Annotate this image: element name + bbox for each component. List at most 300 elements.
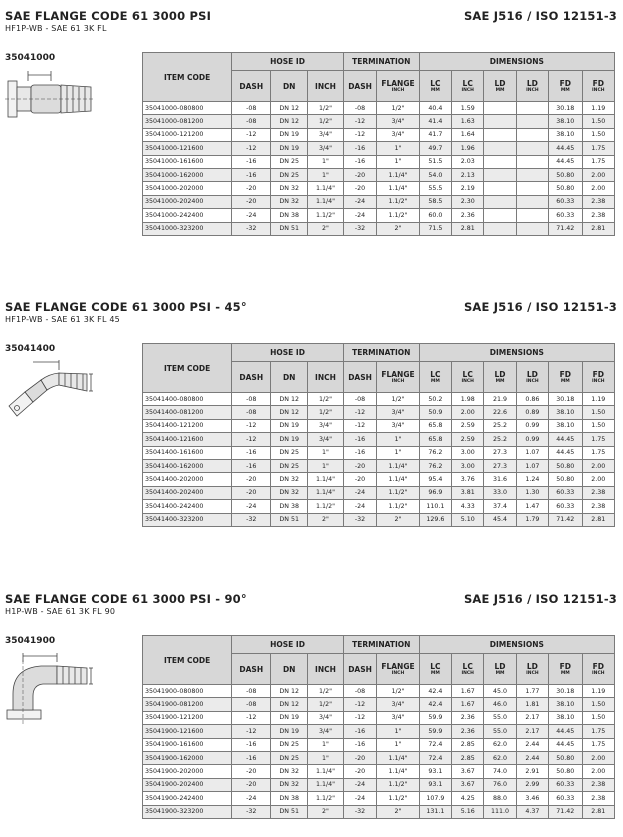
cell-flange: 2": [377, 513, 419, 526]
cell-item-code: 35041400-121600: [143, 433, 232, 446]
cell-ld-inch: 3.46: [516, 792, 548, 805]
cell-ld-inch: [516, 182, 548, 195]
cell-ld-inch: 1.07: [516, 459, 548, 472]
cell-lc-mm: 51.5: [419, 155, 451, 168]
cell-ld-mm: 46.0: [484, 698, 516, 711]
cell-hose-dash: -08: [232, 685, 271, 698]
header-termination: TERMINATION: [343, 636, 419, 654]
header-flange: FLANGE INCH: [377, 654, 419, 685]
cell-flange: 1": [377, 446, 419, 459]
cell-ld-inch: 0.86: [516, 393, 548, 406]
cell-ld-mm: [484, 142, 516, 155]
cell-lc-inch: 2.36: [452, 711, 484, 724]
cell-flange: 1.1/2": [377, 792, 419, 805]
cell-hose-inch: 1/2": [308, 685, 344, 698]
header-dimensions: DIMENSIONS: [419, 53, 614, 71]
section-title: SAE FLANGE CODE 61 3000 PSI - 45°: [5, 300, 247, 314]
cell-lc-mm: 65.8: [419, 419, 451, 432]
cell-lc-mm: 131.1: [419, 805, 451, 818]
cell-fd-inch: 1.50: [582, 115, 614, 128]
header-fd-mm: FD MM: [549, 654, 582, 685]
table-row: [143, 698, 615, 711]
cell-fd-inch: 2.38: [582, 195, 614, 208]
cell-fd-inch: 1.50: [582, 698, 614, 711]
header-lc-mm: LC MM: [419, 654, 451, 685]
cell-term-dash: -16: [343, 142, 376, 155]
cell-fd-inch: 2.81: [582, 805, 614, 818]
cell-hose-dn: DN 32: [271, 778, 308, 791]
cell-flange: 2": [377, 222, 419, 235]
table-row: [143, 419, 615, 432]
cell-ld-inch: 0.99: [516, 419, 548, 432]
cell-lc-inch: 3.00: [452, 459, 484, 472]
straight-fitting-drawing: [3, 67, 98, 127]
cell-hose-dash: -08: [232, 406, 271, 419]
cell-hose-dash: -20: [232, 195, 271, 208]
cell-hose-dn: DN 12: [271, 102, 308, 115]
cell-hose-dash: -20: [232, 778, 271, 791]
cell-term-dash: -20: [343, 168, 376, 181]
cell-flange: 3/4": [377, 711, 419, 724]
item-code-label: 35041400: [5, 344, 56, 354]
header-dimensions: DIMENSIONS: [419, 636, 614, 654]
table-row: [143, 209, 615, 222]
cell-item-code: 35041000-161600: [143, 155, 232, 168]
cell-hose-dn: DN 12: [271, 115, 308, 128]
cell-flange: 1/2": [377, 102, 419, 115]
header-hose-id: HOSE ID: [232, 344, 344, 362]
cell-hose-dash: -24: [232, 792, 271, 805]
item-code-label: 35041000: [5, 53, 56, 63]
cell-fd-mm: 44.45: [549, 142, 582, 155]
cell-hose-inch: 1.1/2": [308, 209, 344, 222]
cell-ld-mm: 31.6: [484, 473, 516, 486]
cell-hose-inch: 1.1/2": [308, 792, 344, 805]
cell-lc-mm: 95.4: [419, 473, 451, 486]
cell-lc-inch: 1.96: [452, 142, 484, 155]
cell-ld-inch: 1.47: [516, 500, 548, 513]
spec-table-45: [142, 343, 615, 527]
cell-fd-mm: 60.33: [549, 195, 582, 208]
cell-hose-dn: DN 32: [271, 182, 308, 195]
cell-fd-mm: 44.45: [549, 725, 582, 738]
table-row: [143, 195, 615, 208]
cell-fd-mm: 30.18: [549, 685, 582, 698]
cell-term-dash: -12: [343, 698, 376, 711]
cell-lc-mm: 107.9: [419, 792, 451, 805]
cell-lc-inch: 4.25: [452, 792, 484, 805]
cell-lc-mm: 76.2: [419, 446, 451, 459]
cell-lc-inch: 1.67: [452, 698, 484, 711]
cell-hose-dash: -08: [232, 393, 271, 406]
cell-item-code: 35041000-081200: [143, 115, 232, 128]
cell-ld-mm: 33.0: [484, 486, 516, 499]
cell-ld-inch: 2.17: [516, 725, 548, 738]
cell-lc-inch: 2.00: [452, 406, 484, 419]
section-title: SAE FLANGE CODE 61 3000 PSI - 90°: [5, 592, 247, 606]
cell-hose-dash: -08: [232, 102, 271, 115]
cell-lc-mm: 42.4: [419, 698, 451, 711]
cell-term-dash: -12: [343, 406, 376, 419]
cell-hose-dn: DN 51: [271, 513, 308, 526]
cell-lc-inch: 2.59: [452, 433, 484, 446]
cell-ld-mm: 27.3: [484, 446, 516, 459]
table-row: [143, 765, 615, 778]
cell-lc-inch: 4.33: [452, 500, 484, 513]
cell-hose-inch: 3/4": [308, 128, 344, 141]
cell-term-dash: -16: [343, 155, 376, 168]
cell-fd-inch: 2.38: [582, 778, 614, 791]
cell-flange: 2": [377, 805, 419, 818]
cell-ld-mm: [484, 182, 516, 195]
cell-lc-mm: 72.4: [419, 738, 451, 751]
cell-fd-mm: 60.33: [549, 792, 582, 805]
cell-flange: 1.1/4": [377, 473, 419, 486]
cell-fd-inch: 1.19: [582, 393, 614, 406]
cell-hose-inch: 3/4": [308, 142, 344, 155]
cell-lc-inch: 2.36: [452, 209, 484, 222]
cell-ld-inch: 1.81: [516, 698, 548, 711]
cell-item-code: 35041400-323200: [143, 513, 232, 526]
cell-term-dash: -32: [343, 513, 376, 526]
cell-hose-inch: 1": [308, 459, 344, 472]
cell-term-dash: -16: [343, 725, 376, 738]
cell-item-code: 35041400-121200: [143, 419, 232, 432]
cell-hose-dn: DN 32: [271, 486, 308, 499]
item-code-label: 35041900: [5, 636, 56, 646]
cell-ld-mm: [484, 222, 516, 235]
cell-flange: 3/4": [377, 128, 419, 141]
cell-hose-inch: 2": [308, 805, 344, 818]
cell-fd-inch: 1.50: [582, 711, 614, 724]
cell-flange: 3/4": [377, 419, 419, 432]
cell-fd-mm: 50.80: [549, 473, 582, 486]
header-term-dash: DASH: [343, 362, 376, 393]
cell-lc-inch: 2.30: [452, 195, 484, 208]
cell-lc-inch: 3.67: [452, 765, 484, 778]
90-degree-fitting-drawing: [3, 650, 98, 730]
header-term-dash: DASH: [343, 71, 376, 102]
cell-lc-inch: 2.81: [452, 222, 484, 235]
cell-ld-inch: 1.07: [516, 446, 548, 459]
table-row: [143, 751, 615, 764]
cell-fd-inch: 2.00: [582, 473, 614, 486]
cell-lc-inch: 1.63: [452, 115, 484, 128]
section-subtitle: HF1P-WB - SAE 61 3K FL: [5, 24, 107, 33]
cell-item-code: 35041400-202400: [143, 486, 232, 499]
cell-hose-dn: DN 25: [271, 168, 308, 181]
cell-fd-mm: 50.80: [549, 765, 582, 778]
table-row: [143, 446, 615, 459]
cell-fd-inch: 2.81: [582, 513, 614, 526]
header-fd-inch: FD INCH: [582, 654, 614, 685]
cell-lc-mm: 54.0: [419, 168, 451, 181]
cell-flange: 1.1/4": [377, 765, 419, 778]
table-row: [143, 102, 615, 115]
table-row: [143, 486, 615, 499]
cell-term-dash: -24: [343, 792, 376, 805]
header-ld-inch: LD INCH: [516, 71, 548, 102]
cell-term-dash: -16: [343, 433, 376, 446]
cell-hose-dash: -12: [232, 725, 271, 738]
cell-lc-mm: 60.0: [419, 209, 451, 222]
cell-ld-mm: 88.0: [484, 792, 516, 805]
header-item-code: ITEM CODE: [143, 53, 232, 102]
cell-term-dash: -24: [343, 500, 376, 513]
cell-hose-dash: -16: [232, 459, 271, 472]
cell-term-dash: -20: [343, 765, 376, 778]
cell-lc-mm: 96.9: [419, 486, 451, 499]
cell-flange: 1.1/2": [377, 778, 419, 791]
cell-hose-inch: 3/4": [308, 711, 344, 724]
header-fd-mm: FD MM: [549, 362, 582, 393]
table-row: [143, 128, 615, 141]
cell-lc-inch: 2.85: [452, 751, 484, 764]
cell-term-dash: -24: [343, 195, 376, 208]
cell-ld-mm: 25.2: [484, 433, 516, 446]
table-row: [143, 168, 615, 181]
section-standard: SAE J516 / ISO 12151-3: [463, 9, 617, 23]
cell-fd-mm: 60.33: [549, 486, 582, 499]
cell-term-dash: -16: [343, 446, 376, 459]
cell-hose-inch: 1.1/4": [308, 765, 344, 778]
cell-fd-inch: 2.38: [582, 500, 614, 513]
cell-hose-dn: DN 51: [271, 805, 308, 818]
header-dn: DN: [271, 654, 308, 685]
cell-hose-dash: -12: [232, 128, 271, 141]
header-term-dash: DASH: [343, 654, 376, 685]
cell-flange: 1/2": [377, 393, 419, 406]
cell-term-dash: -12: [343, 711, 376, 724]
cell-flange: 1": [377, 433, 419, 446]
cell-fd-mm: 38.10: [549, 128, 582, 141]
cell-item-code: 35041000-162000: [143, 168, 232, 181]
cell-fd-inch: 2.38: [582, 486, 614, 499]
header-flange: FLANGE INCH: [377, 71, 419, 102]
cell-ld-mm: [484, 128, 516, 141]
cell-fd-mm: 38.10: [549, 406, 582, 419]
table-row: [143, 500, 615, 513]
section-title: SAE FLANGE CODE 61 3000 PSI: [5, 9, 212, 23]
cell-hose-inch: 1.1/4": [308, 778, 344, 791]
cell-ld-inch: 1.30: [516, 486, 548, 499]
cell-ld-inch: 2.44: [516, 738, 548, 751]
header-flange: FLANGE INCH: [377, 362, 419, 393]
cell-lc-mm: 59.9: [419, 725, 451, 738]
cell-item-code: 35041000-202000: [143, 182, 232, 195]
header-ld-inch: LD INCH: [516, 654, 548, 685]
cell-item-code: 35041000-323200: [143, 222, 232, 235]
section-straight: [0, 9, 623, 261]
cell-fd-inch: 2.00: [582, 751, 614, 764]
cell-fd-mm: 60.33: [549, 209, 582, 222]
cell-flange: 1": [377, 142, 419, 155]
cell-ld-inch: [516, 102, 548, 115]
cell-hose-dn: DN 19: [271, 725, 308, 738]
cell-flange: 1": [377, 155, 419, 168]
cell-ld-mm: 25.2: [484, 419, 516, 432]
cell-lc-mm: 59.9: [419, 711, 451, 724]
cell-ld-inch: 1.79: [516, 513, 548, 526]
cell-flange: 1.1/2": [377, 486, 419, 499]
cell-ld-mm: 37.4: [484, 500, 516, 513]
cell-ld-inch: [516, 155, 548, 168]
cell-fd-mm: 30.18: [549, 393, 582, 406]
cell-ld-mm: 45.4: [484, 513, 516, 526]
header-hose-id: HOSE ID: [232, 53, 344, 71]
header-termination: TERMINATION: [343, 344, 419, 362]
cell-lc-inch: 1.64: [452, 128, 484, 141]
cell-ld-inch: 1.24: [516, 473, 548, 486]
cell-term-dash: -12: [343, 115, 376, 128]
cell-hose-dn: DN 12: [271, 698, 308, 711]
cell-hose-inch: 1.1/4": [308, 486, 344, 499]
cell-hose-dn: DN 25: [271, 459, 308, 472]
cell-hose-dn: DN 25: [271, 751, 308, 764]
cell-item-code: 35041900-161600: [143, 738, 232, 751]
cell-hose-dn: DN 19: [271, 419, 308, 432]
cell-hose-dn: DN 32: [271, 195, 308, 208]
cell-item-code: 35041000-121600: [143, 142, 232, 155]
cell-ld-inch: [516, 115, 548, 128]
cell-ld-mm: [484, 209, 516, 222]
header-lc-mm: LC MM: [419, 362, 451, 393]
header-dash: DASH: [232, 71, 271, 102]
cell-lc-inch: 2.85: [452, 738, 484, 751]
cell-hose-dn: DN 19: [271, 128, 308, 141]
cell-flange: 1.1/2": [377, 500, 419, 513]
cell-flange: 1": [377, 725, 419, 738]
header-lc-inch: LC INCH: [452, 362, 484, 393]
cell-lc-mm: 71.5: [419, 222, 451, 235]
cell-ld-inch: 4.37: [516, 805, 548, 818]
cell-fd-mm: 50.80: [549, 168, 582, 181]
cell-fd-inch: 1.50: [582, 128, 614, 141]
cell-item-code: 35041000-121200: [143, 128, 232, 141]
cell-flange: 1.1/4": [377, 751, 419, 764]
cell-item-code: 35041000-202400: [143, 195, 232, 208]
cell-term-dash: -32: [343, 805, 376, 818]
cell-flange: 1": [377, 738, 419, 751]
cell-lc-inch: 2.13: [452, 168, 484, 181]
cell-hose-inch: 1": [308, 738, 344, 751]
table-row: [143, 406, 615, 419]
cell-fd-mm: 50.80: [549, 459, 582, 472]
cell-flange: 3/4": [377, 406, 419, 419]
cell-fd-mm: 71.42: [549, 513, 582, 526]
cell-hose-dash: -16: [232, 446, 271, 459]
cell-hose-dash: -16: [232, 738, 271, 751]
header-ld-inch: LD INCH: [516, 362, 548, 393]
table-row: [143, 142, 615, 155]
cell-hose-dash: -16: [232, 155, 271, 168]
cell-fd-mm: 44.45: [549, 446, 582, 459]
table-row: [143, 155, 615, 168]
cell-hose-dn: DN 19: [271, 711, 308, 724]
cell-flange: 3/4": [377, 115, 419, 128]
cell-lc-inch: 2.36: [452, 725, 484, 738]
cell-item-code: 35041900-081200: [143, 698, 232, 711]
cell-fd-mm: 38.10: [549, 419, 582, 432]
cell-hose-inch: 2": [308, 513, 344, 526]
header-item-code: ITEM CODE: [143, 636, 232, 685]
cell-hose-dn: DN 38: [271, 500, 308, 513]
cell-fd-inch: 2.00: [582, 168, 614, 181]
cell-ld-inch: [516, 168, 548, 181]
cell-ld-mm: 22.6: [484, 406, 516, 419]
cell-item-code: 35041400-080800: [143, 393, 232, 406]
table-row: [143, 725, 615, 738]
cell-term-dash: -08: [343, 102, 376, 115]
cell-term-dash: -24: [343, 486, 376, 499]
cell-fd-inch: 1.75: [582, 738, 614, 751]
cell-item-code: 35041000-080800: [143, 102, 232, 115]
cell-fd-inch: 1.75: [582, 433, 614, 446]
cell-lc-mm: 41.7: [419, 128, 451, 141]
cell-fd-inch: 1.75: [582, 725, 614, 738]
header-dimensions: DIMENSIONS: [419, 344, 614, 362]
cell-ld-mm: 55.0: [484, 711, 516, 724]
header-lc-mm: LC MM: [419, 71, 451, 102]
cell-hose-dn: DN 38: [271, 792, 308, 805]
cell-fd-mm: 30.18: [549, 102, 582, 115]
cell-hose-dash: -20: [232, 182, 271, 195]
header-inch: INCH: [308, 654, 344, 685]
table-row: [143, 711, 615, 724]
cell-item-code: 35041000-242400: [143, 209, 232, 222]
cell-hose-inch: 1": [308, 155, 344, 168]
cell-lc-mm: 50.2: [419, 393, 451, 406]
cell-lc-mm: 40.4: [419, 102, 451, 115]
cell-hose-dn: DN 51: [271, 222, 308, 235]
section-90: [0, 592, 623, 837]
cell-lc-inch: 1.59: [452, 102, 484, 115]
header-hose-id: HOSE ID: [232, 636, 344, 654]
cell-fd-mm: 50.80: [549, 751, 582, 764]
cell-flange: 1.1/4": [377, 459, 419, 472]
cell-fd-mm: 60.33: [549, 778, 582, 791]
cell-fd-inch: 2.00: [582, 459, 614, 472]
cell-hose-dash: -20: [232, 765, 271, 778]
cell-fd-inch: 2.00: [582, 765, 614, 778]
cell-fd-inch: 1.50: [582, 406, 614, 419]
cell-lc-inch: 2.03: [452, 155, 484, 168]
cell-hose-dn: DN 12: [271, 685, 308, 698]
header-dash: DASH: [232, 362, 271, 393]
cell-term-dash: -12: [343, 128, 376, 141]
header-fd-inch: FD INCH: [582, 71, 614, 102]
cell-hose-dash: -16: [232, 751, 271, 764]
cell-fd-mm: 38.10: [549, 698, 582, 711]
cell-fd-mm: 71.42: [549, 222, 582, 235]
cell-term-dash: -08: [343, 685, 376, 698]
cell-flange: 1.1/4": [377, 168, 419, 181]
table-row: [143, 115, 615, 128]
cell-ld-mm: 76.0: [484, 778, 516, 791]
cell-ld-mm: 62.0: [484, 751, 516, 764]
cell-hose-dn: DN 25: [271, 155, 308, 168]
cell-ld-mm: [484, 155, 516, 168]
cell-hose-inch: 1/2": [308, 698, 344, 711]
cell-hose-inch: 1.1/2": [308, 500, 344, 513]
cell-term-dash: -24: [343, 209, 376, 222]
cell-item-code: 35041900-080800: [143, 685, 232, 698]
cell-hose-dash: -08: [232, 698, 271, 711]
cell-flange: 1.1/2": [377, 195, 419, 208]
cell-term-dash: -32: [343, 222, 376, 235]
cell-hose-dn: DN 25: [271, 738, 308, 751]
cell-lc-inch: 2.59: [452, 419, 484, 432]
